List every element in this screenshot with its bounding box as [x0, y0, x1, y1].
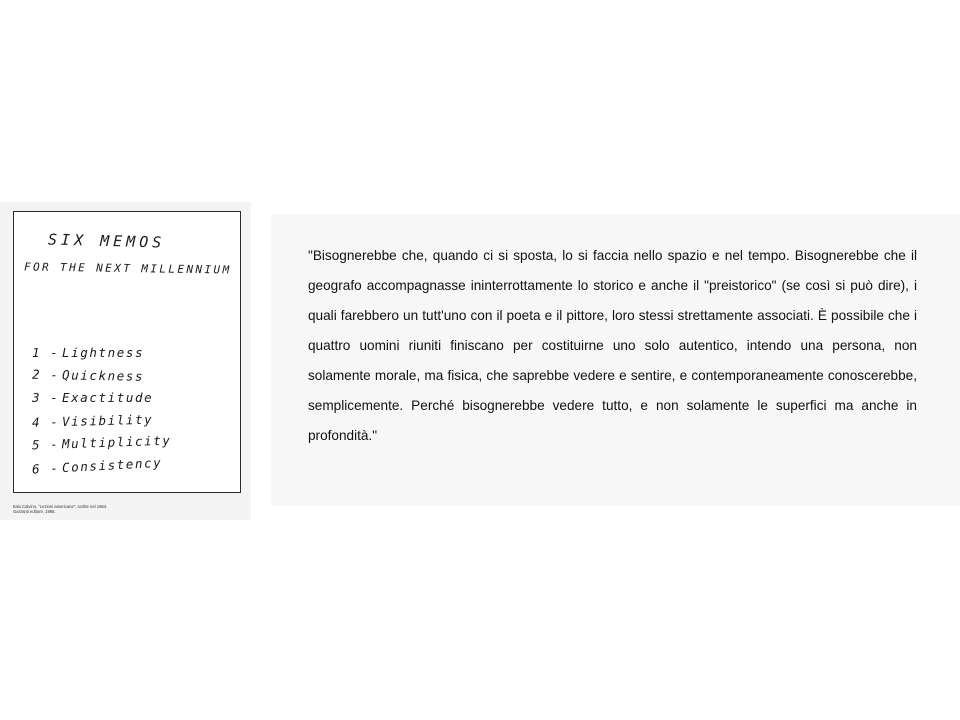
memo-item-lightness [32, 342, 172, 365]
memo-label: Consistency [61, 454, 163, 475]
memo-item-exactitude [32, 387, 172, 410]
manuscript-subtitle: FOR THE NEXT MILLENNIUM [23, 260, 232, 277]
memo-number: 2 - [31, 366, 60, 382]
memo-label: Lightness [62, 345, 145, 360]
manuscript-panel [0, 202, 251, 520]
memo-label: Quickness [61, 366, 145, 384]
manuscript-title: SIX MEMOS [47, 230, 166, 252]
memo-item-quickness [32, 363, 172, 388]
quote-panel [271, 214, 960, 506]
memo-list [32, 342, 172, 477]
memo-number: 5 - [31, 436, 60, 453]
memo-label: Visibility [61, 411, 154, 429]
memo-number: 1 - [32, 345, 60, 360]
manuscript-caption [13, 504, 107, 514]
caption-line: Garzanti editore, 1988. [13, 509, 56, 514]
memo-number: 6 - [31, 459, 60, 477]
quote-text: "Bisognerebbe che, quando ci si sposta, lo si faccia nello spazio e nel tempo. Bisognerebbe che il geografo accompagnasse ininterrottamente lo storico e anche il "preistorico" (se così si può dire), i quali farebbero un tutt'uno con il poeta e il pittore, loro stessi strettamente associati. È possibile che i quattro uomini riuniti finiscano per costituirne uno solo autentico, intendo una persona, non solamente morale, ma fisica, che saprebbe vedere e sentire, e contemporaneamente conoscerebbe, semplicemente. Perché bisognerebbe vedere tutto, e non solamente le superfici ma anche in profondità." [308, 248, 917, 443]
manuscript-sheet [13, 211, 241, 493]
memo-label: Exactitude [62, 390, 154, 405]
caption-line: Italo Calvino, "Lezioni americane", scritte nel 1984. [13, 504, 108, 509]
memo-label: Multiplicity [61, 432, 172, 452]
memo-number: 4 - [31, 413, 60, 430]
memo-number: 3 - [32, 390, 60, 405]
